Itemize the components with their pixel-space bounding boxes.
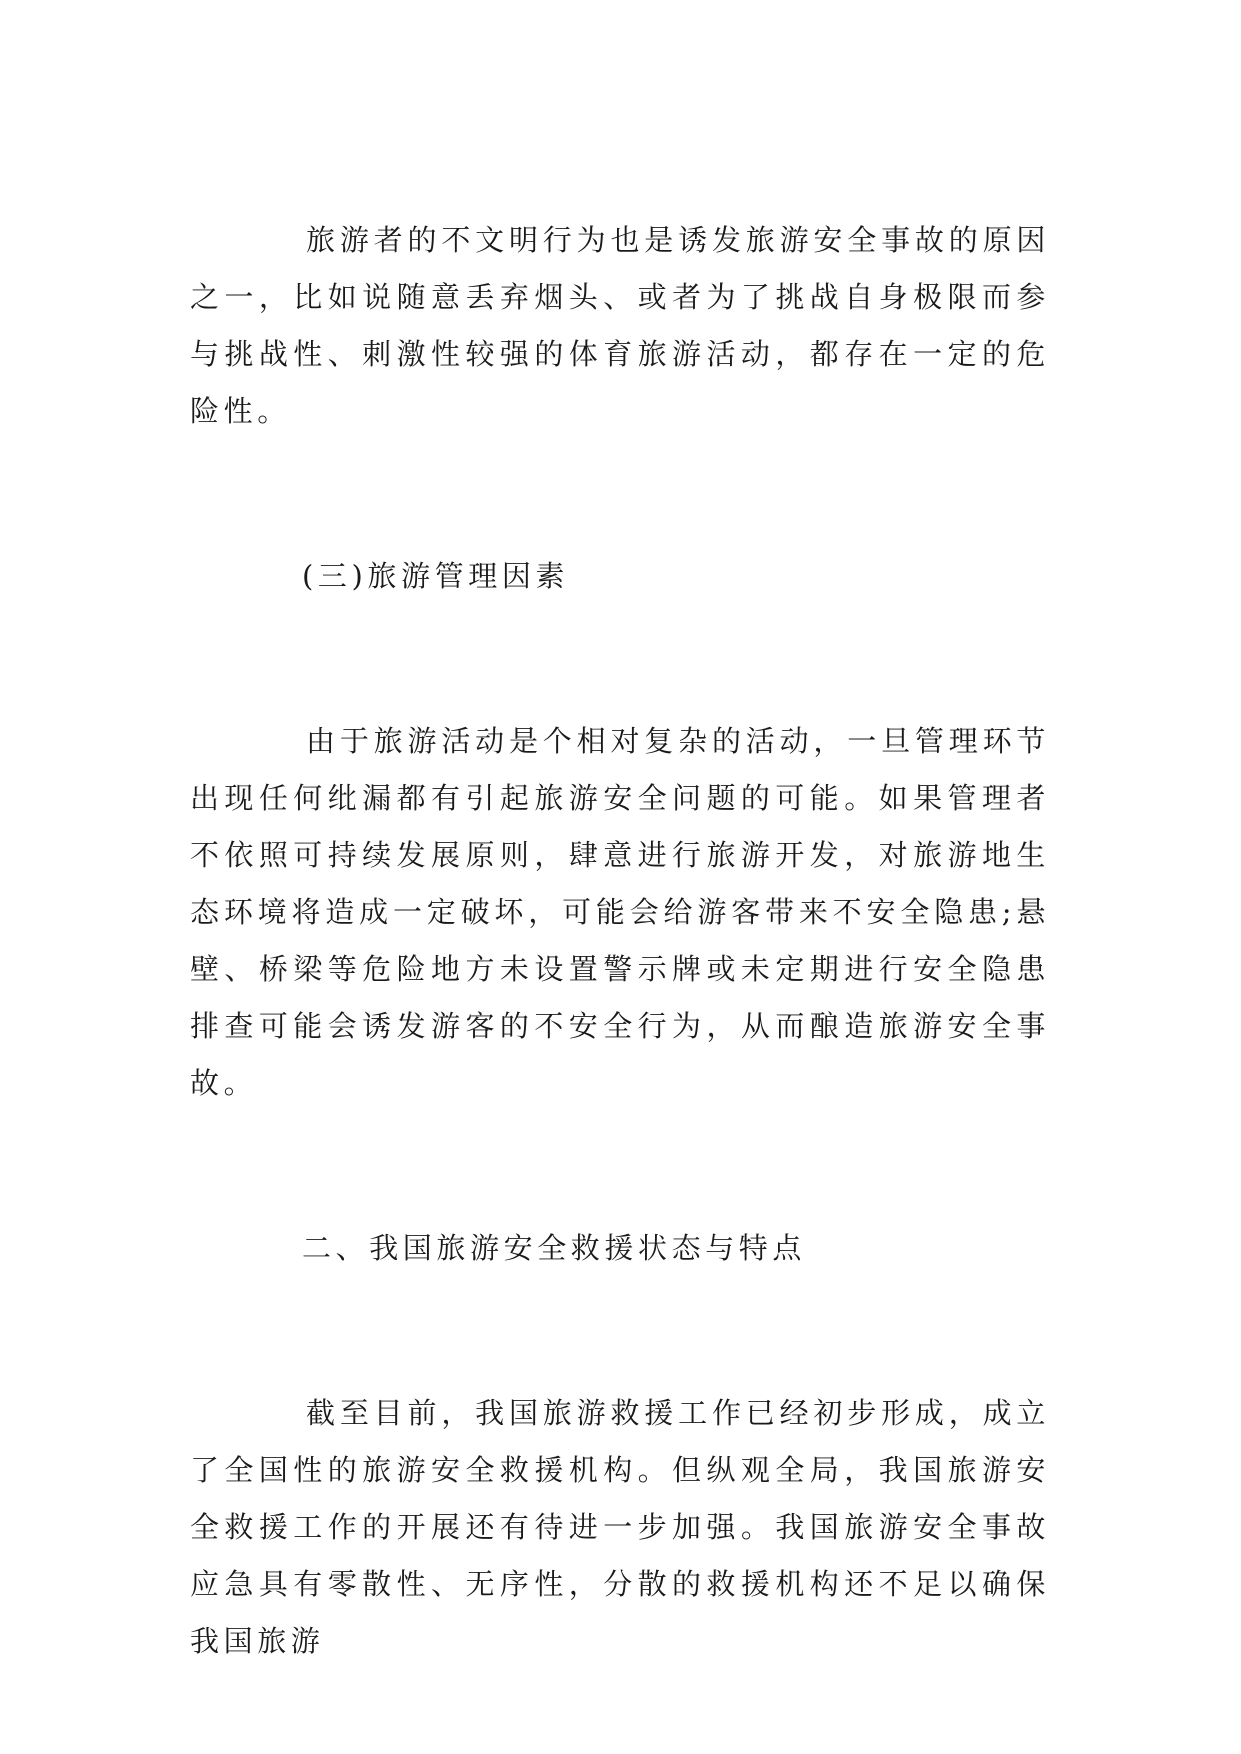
paragraph-management-issues: 由于旅游活动是个相对复杂的活动，一旦管理环节出现任何纰漏都有引起旅游安全问题的可能。如果管理者不依照可持续发展原则，肆意进行旅游开发，对旅游地生态环境将造成一定破坏，可能会给游客带来不安全隐患;悬壁、桥梁等危险地方未设置警示牌或未定期进行安全隐患排查可能会诱发游客的不安全行为，从而酿造旅游安全事故。 [190, 724, 1050, 1100]
document-body [190, 212, 1050, 1670]
paragraph-spacer [190, 1112, 1050, 1220]
paragraph-spacer [190, 440, 1050, 548]
section-heading-rescue-status: 二、我国旅游安全救援状态与特点 [302, 1231, 807, 1265]
paragraph-spacer [190, 1277, 1050, 1385]
paragraph-tourist-behavior: 旅游者的不文明行为也是诱发旅游安全事故的原因之一，比如说随意丢弃烟头、或者为了挑战自身极限而参与挑战性、刺激性较强的体育旅游活动，都存在一定的危险性。 [190, 223, 1050, 428]
paragraph-spacer [190, 605, 1050, 713]
section-heading-management-factors: (三)旅游管理因素 [302, 559, 570, 593]
paragraph-rescue-work: 截至目前，我国旅游救援工作已经初步形成，成立了全国性的旅游安全救援机构。但纵观全局，我国旅游安全救援工作的开展还有待进一步加强。我国旅游安全事故应急具有零散性、无序性，分散的救援机构还不足以确保我国旅游 [190, 1396, 1050, 1658]
